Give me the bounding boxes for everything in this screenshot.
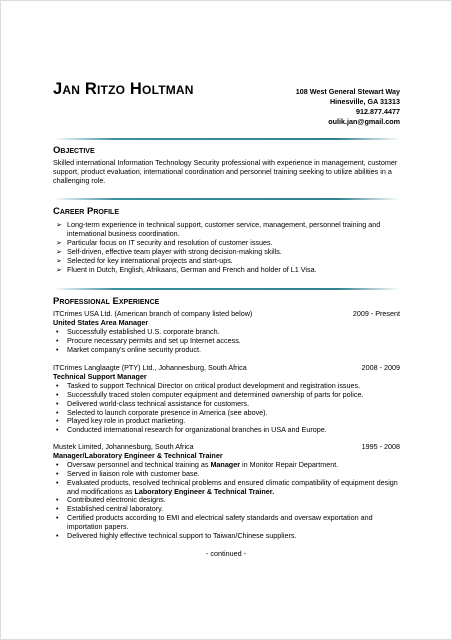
- job-dates: 1995 - 2008: [361, 442, 400, 451]
- job-company: ITCrimes USA Ltd. (American branch of company listed below): [53, 309, 253, 318]
- bullet-icon: •: [56, 513, 59, 523]
- contact-block: [296, 87, 400, 127]
- job-duty-text: Contributed electronic designs.: [67, 495, 166, 505]
- career-profile-item: [53, 266, 400, 275]
- job-duty-text: Selected to launch corporate presence in America (see above).: [67, 407, 268, 417]
- address-line-1: 108 West General Stewart Way: [295, 87, 400, 96]
- job-dates: 2009 - Present: [352, 309, 400, 318]
- job-duty-text: Procure necessary permits and set up Internet access.: [67, 335, 241, 345]
- job-duty-emphasis: Laboratory Engineer & Technical Trainer.: [134, 486, 275, 496]
- job-company: Mustek Limited, Johannesburg, South Africa: [53, 442, 194, 451]
- job-duties-list: [53, 382, 400, 435]
- section-divider: [53, 288, 400, 290]
- arrow-bullet-icon: ➢: [56, 220, 63, 229]
- job-duty-emphasis: Manager: [210, 459, 240, 469]
- email-address: oulik.jan@gmail.com: [328, 117, 400, 126]
- career-profile-item-text: Particular focus on IT security and resolution of customer issues.: [67, 237, 273, 247]
- job-entry: [53, 443, 400, 541]
- job-duty-text: Served in liaison role with customer base.: [67, 468, 200, 478]
- section-divider: [53, 138, 400, 140]
- job-entry: [53, 364, 400, 435]
- bullet-icon: •: [56, 425, 59, 435]
- job-header: [53, 443, 400, 452]
- job-duty-item: [53, 532, 400, 541]
- continued-note: - continued -: [206, 549, 246, 558]
- job-duty-item: [53, 426, 400, 435]
- job-duty-text: Conducted international research for organizational branches in USA and Europe.: [67, 425, 327, 435]
- career-profile-item-text: Self-driven, effective team player with strong decision-making skills.: [67, 246, 282, 256]
- arrow-bullet-icon: ➢: [56, 237, 63, 247]
- job-duties-list: [53, 461, 400, 541]
- bullet-icon: •: [56, 477, 59, 487]
- job-duty-text: Market company's online security product.: [67, 344, 202, 354]
- career-profile-item: [53, 221, 400, 239]
- job-header: [53, 310, 400, 319]
- job-duty-text: Evaluated products, resolved technical problems and ensured climatic compatibility of equipment design and modifications as Laboratory Engineer & Technical Trainer.: [67, 477, 398, 496]
- experience-heading: Professional Experience: [53, 296, 160, 307]
- bullet-icon: •: [56, 459, 59, 469]
- bullet-icon: •: [56, 380, 59, 390]
- career-profile-list: [53, 221, 400, 274]
- bullet-icon: •: [56, 495, 59, 505]
- job-title: United States Area Manager: [53, 317, 149, 327]
- career-profile-item-text: Fluent in Dutch, English, Afrikaans, German and French and holder of L1 Visa.: [67, 264, 317, 274]
- job-duty-item: [53, 514, 400, 532]
- job-duty-item: [53, 479, 400, 497]
- job-header: [53, 364, 400, 373]
- bullet-icon: •: [56, 416, 59, 426]
- job-duty-text: Delivered highly effective technical support to Taiwan/Chinese suppliers.: [67, 531, 297, 541]
- arrow-bullet-icon: ➢: [56, 264, 63, 274]
- arrow-bullet-icon: ➢: [56, 255, 63, 265]
- bullet-icon: •: [56, 344, 59, 354]
- arrow-bullet-icon: ➢: [56, 246, 63, 256]
- bullet-icon: •: [56, 389, 59, 399]
- job-duty-text: Tasked to support Technical Director on critical product development and registration issues.: [67, 380, 361, 390]
- career-profile-item-text: Selected for key international projects and start-ups.: [67, 255, 233, 265]
- career-profile-heading: Career Profile: [53, 206, 120, 217]
- objective-heading: Objective: [53, 145, 95, 156]
- bullet-icon: •: [56, 504, 59, 514]
- section-divider: [53, 198, 400, 200]
- job-duty-text: Delivered world-class technical assistance for customers.: [67, 398, 250, 408]
- job-entry: [53, 310, 400, 355]
- job-duty-text: Established central laboratory.: [67, 504, 164, 514]
- candidate-name: Jan Ritzo Holtman: [53, 80, 194, 98]
- bullet-icon: •: [56, 407, 59, 417]
- bullet-icon: •: [56, 531, 59, 541]
- bullet-icon: •: [56, 398, 59, 408]
- bullet-icon: •: [56, 468, 59, 478]
- job-dates: 2008 - 2009: [361, 363, 400, 372]
- objective-text: Skilled international Information Technology Security professional with experience in management, customer support, product evaluation, international coordination and personnel training seeking to utilize abilities in a challenging role.: [53, 158, 398, 185]
- job-title: Manager/Laboratory Engineer & Technical Trainer: [53, 450, 223, 460]
- career-profile-list-wrap: [53, 221, 400, 274]
- bullet-icon: •: [56, 335, 59, 345]
- job-duty-item: [53, 346, 400, 355]
- job-duty-text: Successfully established U.S. corporate branch.: [67, 326, 220, 336]
- career-profile-item-text: Long-term experience in technical support, customer service, management, personnel training and international business coordination.: [67, 220, 381, 238]
- job-company: ITCrimes Langlaagte (PTY) Ltd., Johannesburg, South Africa: [53, 363, 247, 372]
- job-duty-text: Certified products according to EMI and electrical safety standards and oversaw exportation and importation papers.: [67, 513, 373, 532]
- job-duties-list: [53, 328, 400, 355]
- job-duty-text: Successfully traced stolen computer equipment and determined ownership of parts for police.: [67, 389, 364, 399]
- job-title: Technical Support Manager: [53, 371, 147, 381]
- phone-number: 912.877.4477: [356, 107, 400, 116]
- job-duty-text: Oversaw personnel and technical training as Manager in Monitor Repair Department.: [67, 459, 339, 469]
- bullet-icon: •: [56, 326, 59, 336]
- job-duty-text: Played key role in product marketing.: [67, 416, 186, 426]
- address-line-2: Hinesville, GA 31313: [329, 97, 400, 106]
